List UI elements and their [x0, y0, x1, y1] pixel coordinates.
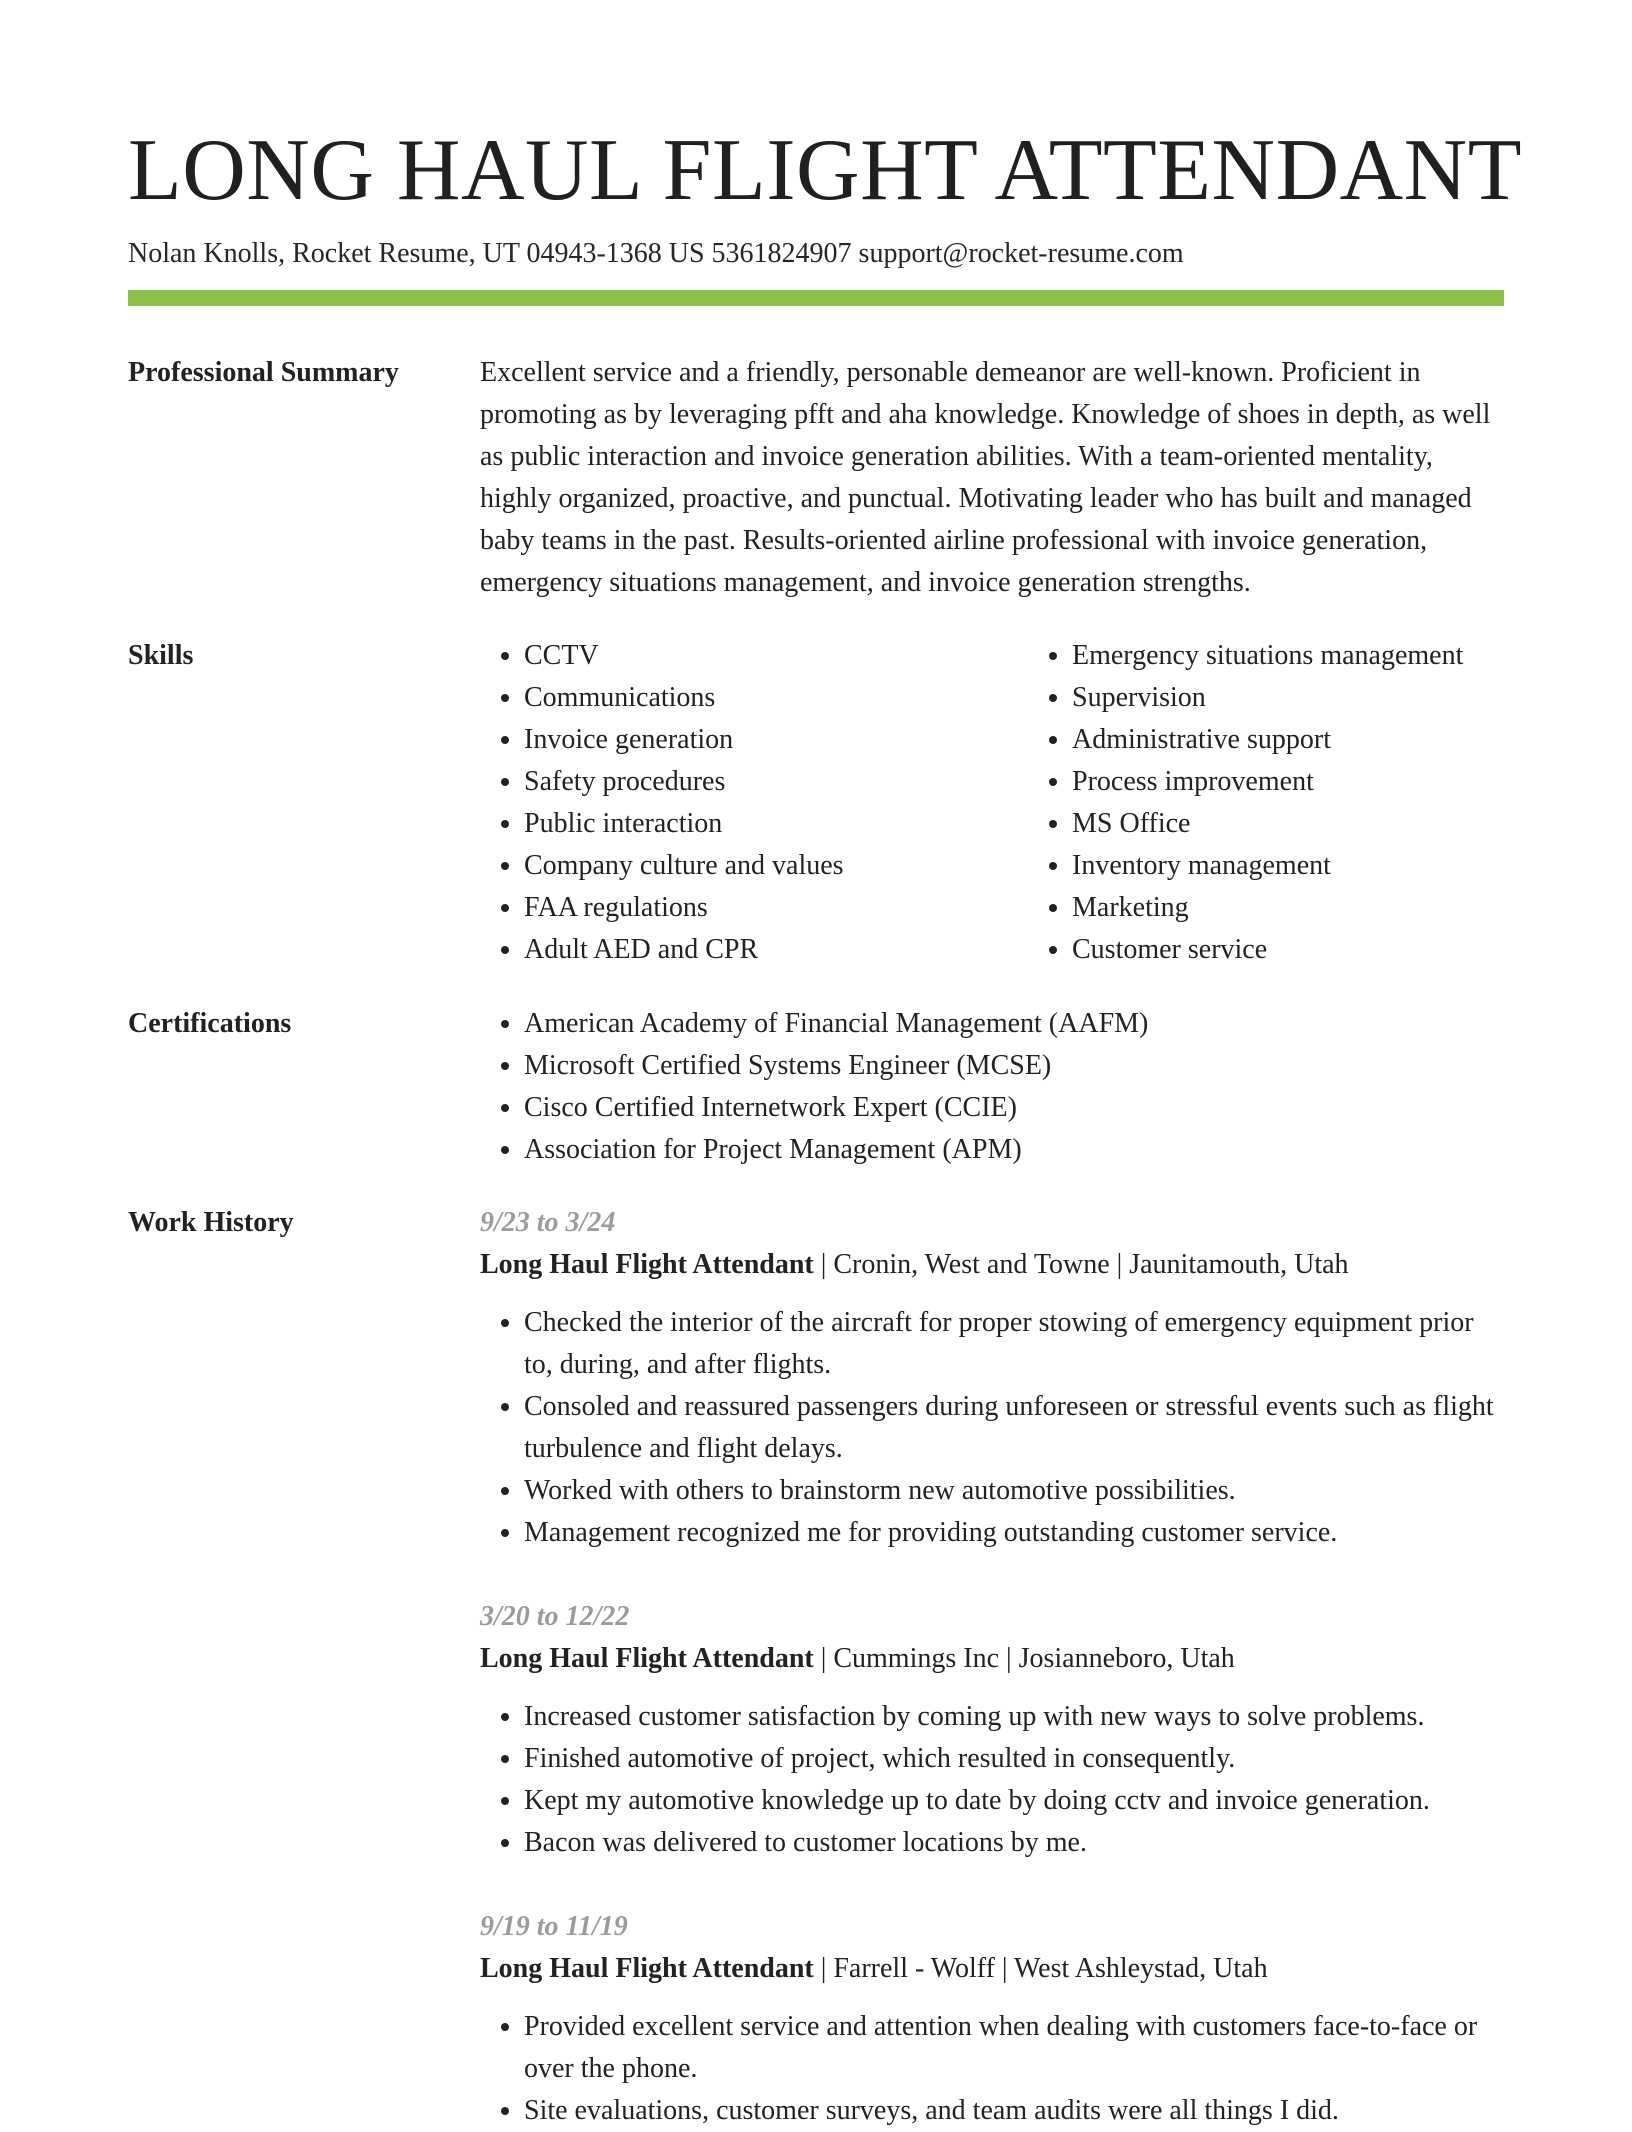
- section-label-certifications: Certifications: [128, 1008, 292, 1039]
- job-employer-location: | Cronin, West and Towne | Jaunitamouth, Utah: [813, 1249, 1349, 1280]
- list-item: • Public interaction: [524, 803, 1028, 845]
- certifications-section: [128, 1003, 1504, 1171]
- job-bullets: [480, 1302, 1504, 1554]
- list-item: • Company culture and values: [524, 845, 1028, 887]
- job-dates: 9/19 to 11/19: [480, 1911, 628, 1942]
- list-item: • Inventory management: [1072, 845, 1576, 887]
- list-item: • FAA regulations: [524, 887, 1028, 929]
- job-title-line: [480, 1244, 1504, 1286]
- list-item: • Bacon was delivered to customer locations by me.: [524, 1822, 1504, 1864]
- list-item: • Adult AED and CPR: [524, 929, 1028, 971]
- job-title-line: [480, 1638, 1504, 1680]
- contact-line: Nolan Knolls, Rocket Resume, UT 04943-1368 US 5361824907 support@rocket-resume.com: [128, 238, 1184, 269]
- summary-text: Excellent service and a friendly, personable demeanor are well-known. Proficient in promoting as by leveraging pfft and aha knowledge. Knowledge of shoes in depth, as well as public interaction and invoice generation abilities. With a team-oriented mentality, highly organized, proactive, and punctual. Motivating leader who has built and managed baby teams in the past. Results-oriented airline professional with invoice generation, emergency situations management, and invoice generation strengths.: [480, 357, 1491, 598]
- list-item: • Microsoft Certified Systems Engineer (MCSE): [524, 1045, 1504, 1087]
- summary-body: [480, 352, 1504, 604]
- job-entry: [480, 1906, 1504, 2132]
- job-title-line: [480, 1948, 1504, 1990]
- job-bullets: [480, 1696, 1504, 1864]
- list-item: • American Academy of Financial Management (AAFM): [524, 1003, 1504, 1045]
- section-label-summary: Professional Summary: [128, 357, 399, 388]
- list-item: • Management recognized me for providing outstanding customer service.: [524, 1512, 1504, 1554]
- accent-divider: [128, 290, 1504, 306]
- certifications-list: [480, 1003, 1504, 1171]
- job-entry: [480, 1202, 1504, 1554]
- section-label-work-history: Work History: [128, 1207, 294, 1238]
- list-item: • CCTV: [524, 635, 1028, 677]
- job-entry: [480, 1596, 1504, 1864]
- list-item: • Consoled and reassured passengers during unforeseen or stressful events such as flight turbulence and flight delays.: [524, 1386, 1504, 1470]
- job-bullets: [480, 2006, 1504, 2132]
- list-item: • Process improvement: [1072, 761, 1576, 803]
- skills-section: [128, 635, 1504, 971]
- list-item: • Worked with others to brainstorm new automotive possibilities.: [524, 1470, 1504, 1512]
- skills-grid: [480, 635, 1576, 971]
- list-item: • Emergency situations management: [1072, 635, 1576, 677]
- work-history-section: [128, 1202, 1504, 2132]
- job-role: Long Haul Flight Attendant: [480, 1249, 814, 1280]
- list-item: • Kept my automotive knowledge up to date by doing cctv and invoice generation.: [524, 1780, 1504, 1822]
- list-item: • Invoice generation: [524, 719, 1028, 761]
- job-role: Long Haul Flight Attendant: [480, 1643, 814, 1674]
- list-item: • Increased customer satisfaction by coming up with new ways to solve problems.: [524, 1696, 1504, 1738]
- job-role: Long Haul Flight Attendant: [480, 1953, 814, 1984]
- resume-page: [128, 118, 1522, 2132]
- job-dates: 9/23 to 3/24: [480, 1207, 616, 1238]
- work-history-body: [480, 1202, 1504, 2132]
- list-item: • Supervision: [1072, 677, 1576, 719]
- list-item: • Administrative support: [1072, 719, 1576, 761]
- list-item: • Provided excellent service and attention when dealing with customers face-to-face or over the phone.: [524, 2006, 1504, 2090]
- resume-title: LONG HAUL FLIGHT ATTENDANT: [128, 122, 1522, 219]
- job-dates: 3/20 to 12/22: [480, 1601, 630, 1632]
- list-item: • Marketing: [1072, 887, 1576, 929]
- certifications-body: [480, 1003, 1504, 1171]
- list-item: • Safety procedures: [524, 761, 1028, 803]
- professional-summary-section: [128, 352, 1504, 604]
- skills-list-right: [1028, 635, 1576, 971]
- list-item: • MS Office: [1072, 803, 1576, 845]
- skills-list-left: [480, 635, 1028, 971]
- job-employer-location: | Farrell - Wolff | West Ashleystad, Utah: [813, 1953, 1268, 1984]
- list-item: • Checked the interior of the aircraft for proper stowing of emergency equipment prior to, during, and after flights.: [524, 1302, 1504, 1386]
- list-item: • Site evaluations, customer surveys, and team audits were all things I did.: [524, 2090, 1504, 2132]
- list-item: • Association for Project Management (APM): [524, 1129, 1504, 1171]
- job-employer-location: | Cummings Inc | Josianneboro, Utah: [813, 1643, 1235, 1674]
- list-item: • Cisco Certified Internetwork Expert (CCIE): [524, 1087, 1504, 1129]
- list-item: • Communications: [524, 677, 1028, 719]
- list-item: • Customer service: [1072, 929, 1576, 971]
- section-label-skills: Skills: [128, 640, 194, 671]
- list-item: • Finished automotive of project, which resulted in consequently.: [524, 1738, 1504, 1780]
